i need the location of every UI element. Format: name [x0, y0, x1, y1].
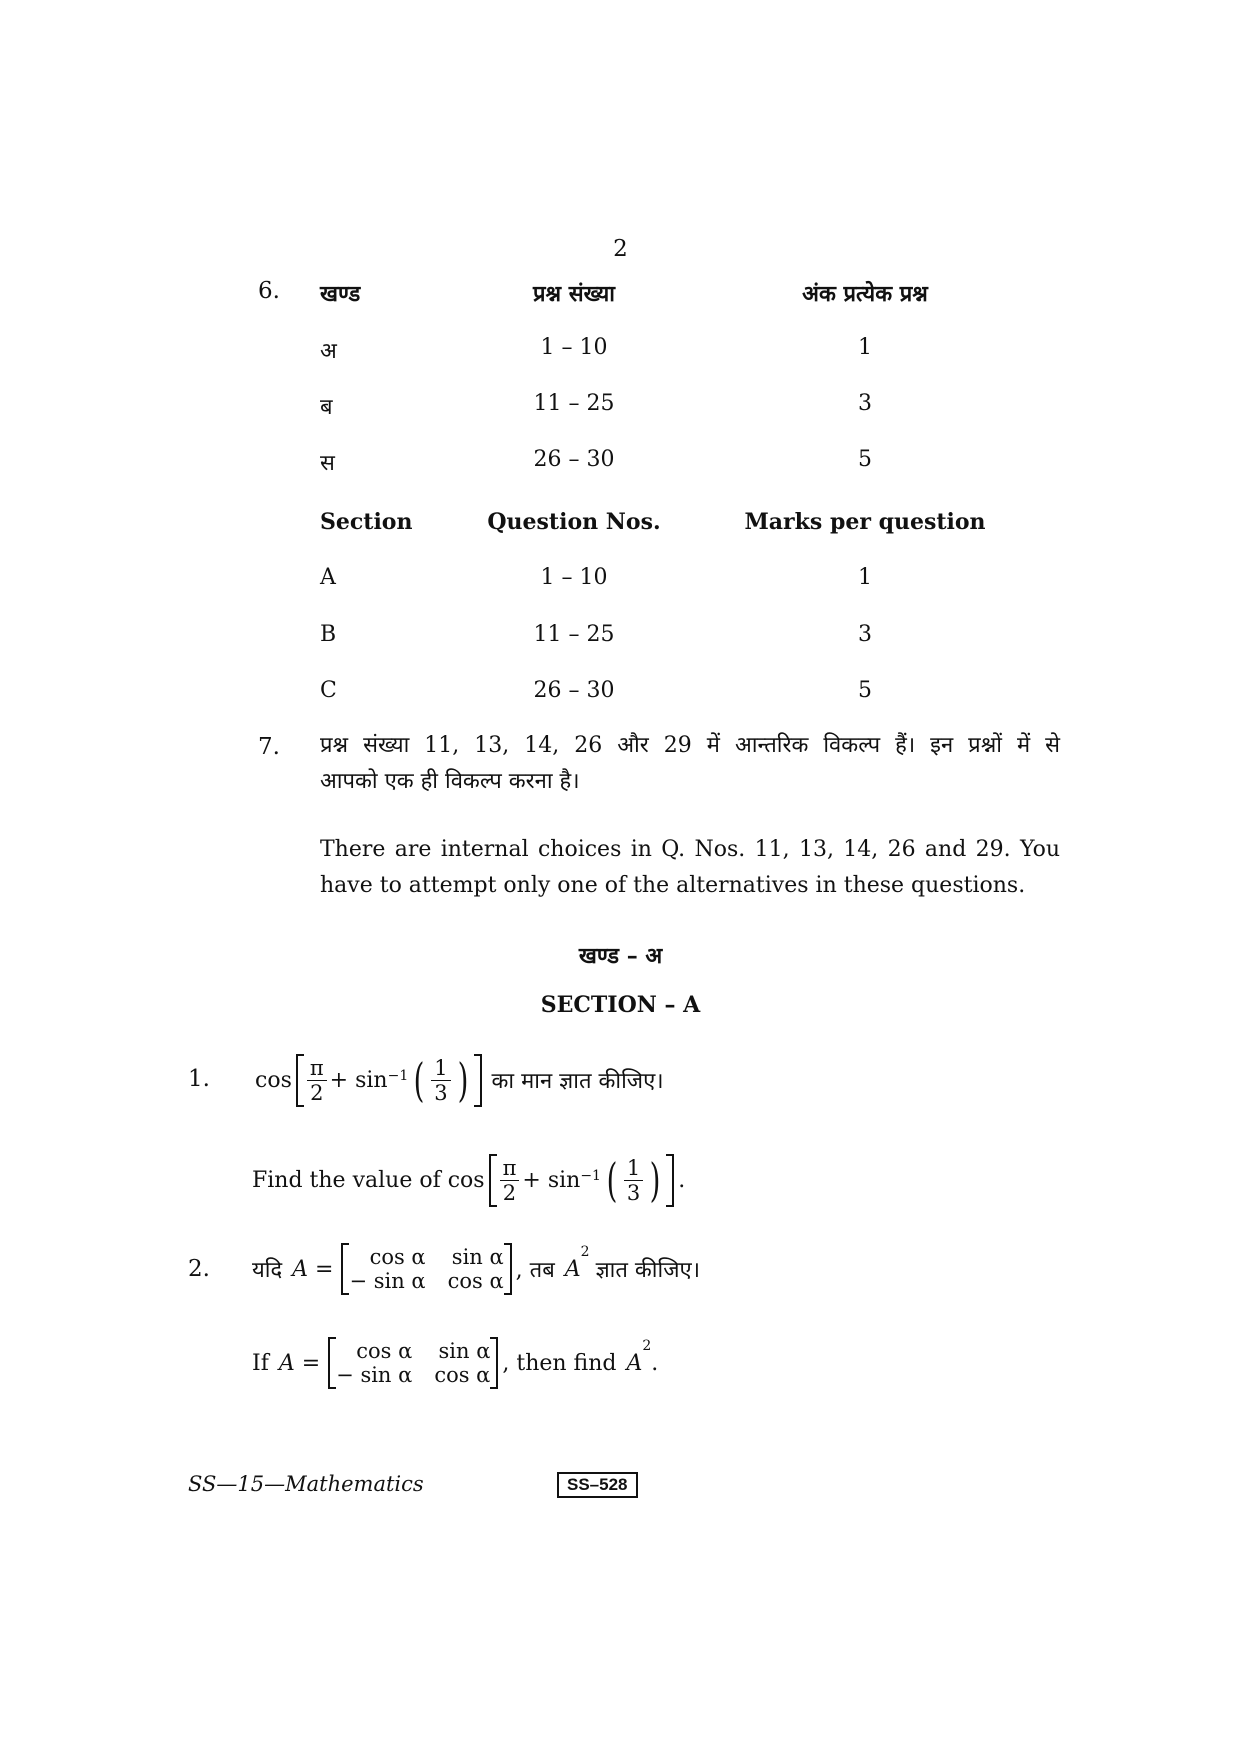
item-7-hindi-line-2: आपको एक ही विकल्प करना है।: [320, 769, 580, 794]
english-table-cell: 1 – 10: [540, 565, 608, 590]
fraction-numerator: π: [307, 1056, 327, 1081]
english-table-cell: B: [320, 622, 337, 647]
fraction-numerator: 1: [431, 1056, 450, 1081]
matrix-cell: − sin α: [349, 1269, 426, 1293]
hindi-table-cell: 1 – 10: [540, 335, 608, 360]
item-6-number: 6.: [258, 278, 280, 304]
hindi-table-cell: अ: [320, 339, 337, 364]
pi-over-2-fraction: [307, 1056, 327, 1105]
q2-period: .: [651, 1350, 659, 1376]
rotation-matrix: [336, 1339, 490, 1387]
matrix-cell: sin α: [451, 1245, 504, 1269]
square-bracket: [489, 1154, 675, 1207]
q2-hindi-suffix: ज्ञात कीजिए।: [595, 1258, 701, 1283]
a-symbol: A: [626, 1350, 643, 1376]
q1-number: 1.: [188, 1066, 210, 1092]
pi-over-2-fraction: [500, 1156, 520, 1205]
hindi-table-cell: 5: [858, 447, 872, 472]
matrix-cell: cos α: [369, 1245, 426, 1269]
matrix-cell: cos α: [356, 1339, 413, 1363]
q2-number: 2.: [188, 1256, 210, 1282]
q2-hindi-prefix: यदि: [252, 1258, 283, 1283]
fraction-numerator: 1: [624, 1156, 643, 1181]
hindi-table-header-section: खण्ड: [320, 281, 361, 307]
a-equals: A =: [292, 1256, 334, 1282]
plus-sin-text: + sin: [329, 1067, 388, 1093]
square-exponent: 2: [642, 1338, 652, 1354]
page-number: 2: [613, 236, 628, 262]
english-table-header-marks: Marks per question: [744, 509, 986, 535]
one-third-fraction: [431, 1056, 450, 1105]
rotation-matrix: [349, 1245, 503, 1293]
q1-english-suffix: .: [678, 1167, 686, 1193]
english-table-header-qnos: Question Nos.: [487, 509, 661, 535]
fraction-numerator: π: [500, 1156, 520, 1181]
a-equals: A =: [278, 1350, 321, 1376]
q2-hindi-expression: [252, 1236, 700, 1302]
one-third-fraction: [624, 1156, 643, 1205]
section-heading-english: SECTION – A: [540, 992, 701, 1018]
q1-english-expression: [252, 1142, 685, 1218]
inverse-exponent: −1: [580, 1167, 601, 1184]
q2-english-then: , then find: [502, 1350, 617, 1376]
matrix-cell: sin α: [438, 1339, 491, 1363]
square-exponent: 2: [580, 1244, 590, 1260]
hindi-table-cell: ब: [320, 395, 333, 420]
hindi-table-cell: 3: [858, 391, 872, 416]
plus-sin-text: + sin: [522, 1167, 581, 1193]
english-table-cell: 11 – 25: [533, 622, 615, 647]
q2-english-prefix: If: [252, 1350, 269, 1376]
hindi-table-header-marks: अंक प्रत्येक प्रश्न: [802, 281, 928, 307]
english-table-cell: C: [320, 678, 337, 703]
footer-paper-code: SS—15—Mathematics: [188, 1472, 424, 1496]
matrix-cell: − sin α: [336, 1363, 413, 1387]
footer-ss-code-box: SS–528: [557, 1472, 638, 1498]
cos-text: cos: [255, 1067, 292, 1093]
english-table-cell: 3: [858, 622, 872, 647]
q1-hindi-suffix: का मान ज्ञात कीजिए।: [491, 1069, 664, 1094]
q2-hindi-then: , तब: [515, 1258, 555, 1283]
parenthesis-group: [410, 1053, 471, 1107]
item-7-hindi-line-1: प्रश्न संख्या 11, 13, 14, 26 और 29 में आन्तरिक विकल्प हैं। इन प्रश्नों में से: [320, 733, 1060, 758]
section-heading-hindi: खण्ड – अ: [578, 943, 663, 969]
hindi-table-cell: 1: [858, 335, 872, 360]
english-table-cell: A: [320, 565, 336, 590]
item-7-number: 7.: [258, 734, 280, 760]
matrix-bracket: [328, 1337, 498, 1389]
square-bracket: [296, 1054, 482, 1107]
a-symbol: A: [564, 1256, 581, 1282]
hindi-table-cell: स: [320, 451, 335, 476]
q2-english-expression: [252, 1330, 658, 1396]
matrix-bracket: [341, 1243, 511, 1295]
english-table-cell: 1: [858, 565, 872, 590]
hindi-table-cell: 11 – 25: [533, 391, 615, 416]
right-paren-icon: ): [649, 1153, 661, 1207]
parenthesis-group: [603, 1153, 664, 1207]
hindi-table-header-qnos: प्रश्न संख्या: [533, 281, 615, 307]
left-paren-icon: (: [413, 1053, 425, 1107]
fraction-denominator: 2: [502, 1180, 517, 1205]
inverse-exponent: −1: [387, 1067, 409, 1084]
english-table-cell: 5: [858, 678, 872, 703]
matrix-cell: cos α: [434, 1363, 491, 1387]
right-paren-icon: ): [457, 1053, 468, 1107]
english-table-cell: 26 – 30: [533, 678, 615, 703]
q1-hindi-expression: [255, 1042, 664, 1118]
hindi-table-cell: 26 – 30: [533, 447, 615, 472]
fraction-denominator: 3: [434, 1080, 448, 1105]
item-7-english-text: There are internal choices in Q. Nos. 11, 13, 14, 26 and 29. You have to attempt only one of the alternatives in these questions.: [320, 837, 1060, 898]
fraction-denominator: 3: [626, 1180, 641, 1205]
english-table-header-section: Section: [320, 509, 413, 535]
fraction-denominator: 2: [310, 1080, 324, 1105]
q1-english-prefix: Find the value of cos: [252, 1167, 485, 1193]
matrix-cell: cos α: [447, 1269, 504, 1293]
left-paren-icon: (: [606, 1153, 618, 1207]
